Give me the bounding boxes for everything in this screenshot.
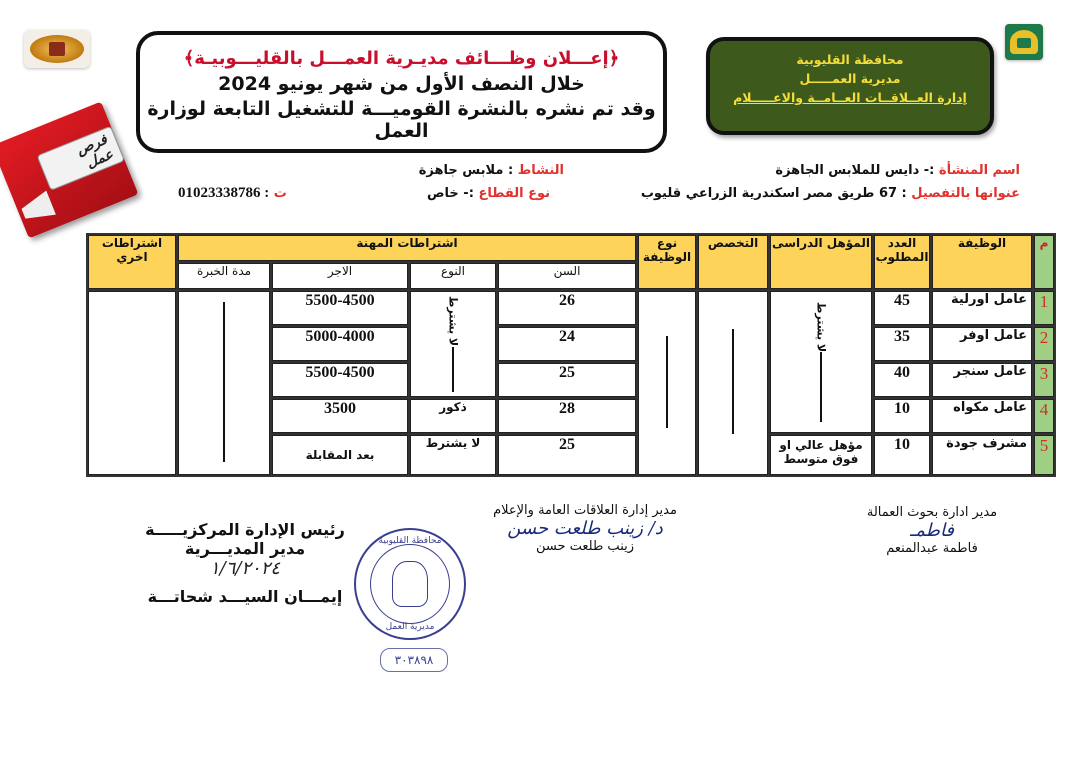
gender-not-required: لا يشترط xyxy=(446,296,460,347)
activity-label: النشاط xyxy=(517,163,564,178)
company-address xyxy=(641,186,1020,201)
ditto-line xyxy=(666,336,668,428)
header-qualification: المؤهل الدراسى xyxy=(770,235,872,289)
row-salary: بعد المقابلة xyxy=(272,435,408,475)
row-job: مشرف جودة xyxy=(932,435,1032,475)
signature-labor-research xyxy=(842,505,1022,556)
handwritten-date: ١/٦/٢٠٢٤ xyxy=(209,558,281,579)
signature-name: إيمـــان السيـــد شحاتـــة xyxy=(147,587,343,606)
qualification-not-required: لا يشترط xyxy=(814,301,828,353)
qalyubia-logo xyxy=(1005,24,1043,60)
egypt-emblem-logo xyxy=(24,30,90,68)
activity-value: : ملابس جاهزة xyxy=(418,163,514,178)
header-gender: النوع xyxy=(410,263,496,289)
row-gender: ذكور xyxy=(410,399,496,433)
row-gender: لا يشترط xyxy=(410,435,496,475)
official-stamp xyxy=(354,528,466,640)
company-name-value: :- دايس للملابس الجاهزة xyxy=(775,163,935,178)
ditto-line xyxy=(452,347,454,392)
signature-name: فاطمة عبدالمنعم xyxy=(886,541,978,556)
org-governorate: محافظة القليوبية xyxy=(796,52,904,67)
row-count: 10 xyxy=(874,435,930,475)
row-count: 40 xyxy=(874,363,930,397)
header-age: السن xyxy=(498,263,636,289)
stamp-top-text: محافظة القليوبية xyxy=(378,536,442,546)
table-row xyxy=(88,291,1054,325)
other-requirements-cell xyxy=(88,291,176,475)
company-phone xyxy=(178,185,287,202)
job-type-cell xyxy=(638,291,696,475)
merged-qualification-cell xyxy=(770,291,872,433)
handwritten-signature: د/ زينب طلعت حسن xyxy=(507,518,663,539)
company-activity xyxy=(419,163,564,178)
signature-subtitle: مدير المديـــرية xyxy=(184,539,306,558)
company-address-label: عنوانها بالتفصيل xyxy=(911,186,1020,201)
signature-name: زينب طلعت حسن xyxy=(535,539,635,554)
header-index: م xyxy=(1034,235,1054,289)
merged-gender-cell xyxy=(410,291,496,397)
handwritten-signature: فاطمـ xyxy=(909,520,955,541)
row-salary: 3500 xyxy=(272,399,408,433)
header-job-type: نوع الوظيفة xyxy=(638,235,696,289)
specialization-cell xyxy=(698,291,768,475)
row-job: عامل مكواه xyxy=(932,399,1032,433)
row-age: 26 xyxy=(498,291,636,325)
row-age: 28 xyxy=(498,399,636,433)
header-profession-requirements: اشتراطات المهنة xyxy=(178,235,636,261)
row-index: 3 xyxy=(1034,363,1054,397)
announcement-title-box xyxy=(136,31,667,153)
row-age: 25 xyxy=(498,363,636,397)
job-opportunities-banner xyxy=(0,102,138,239)
company-address-value: : 67 طريق مصر اسكندرية الزراعي قليوب xyxy=(640,186,907,201)
row-job: عامل سنجر xyxy=(932,363,1032,397)
row-count: 35 xyxy=(874,327,930,361)
org-directorate: مديرية العمـــــل xyxy=(799,71,901,86)
row-age: 24 xyxy=(498,327,636,361)
row-salary: 5500-4500 xyxy=(272,363,408,397)
phone-label: ت xyxy=(273,186,287,201)
signature-title: رئيس الإدارة المركزيـــــة xyxy=(145,520,345,539)
header-specialization: التخصص xyxy=(698,235,768,289)
organization-box xyxy=(706,37,994,135)
row-count: 10 xyxy=(874,399,930,433)
signature-central-administration xyxy=(140,520,350,606)
signature-title: مدير إدارة العلاقات العامة والإعلام xyxy=(493,503,677,518)
org-department: إدارة العــلاقــات العــامــة والاعـــــلام xyxy=(733,90,967,105)
sector-label: نوع القطاع xyxy=(478,186,550,201)
stamp-number: ٣٠٣٨٩٨ xyxy=(380,648,448,672)
company-sector xyxy=(427,186,550,201)
header-experience: مدة الخبرة xyxy=(178,263,270,289)
experience-cell xyxy=(178,291,270,475)
row-index: 1 xyxy=(1034,291,1054,325)
row-job: عامل اوفر xyxy=(932,327,1032,361)
row-qualification: مؤهل عالي او فوق متوسط xyxy=(770,435,872,475)
megaphone-icon xyxy=(19,190,57,225)
announcement-period: خلال النصف الأول من شهر يونيو 2024 xyxy=(218,73,585,95)
company-name-label: اسم المنشأة xyxy=(938,163,1020,178)
row-job: عامل اورلية xyxy=(932,291,1032,325)
row-count: 45 xyxy=(874,291,930,325)
header-count: العدد المطلوب xyxy=(874,235,930,289)
header-other-requirements: اشتراطات اخري xyxy=(88,235,176,289)
eagle-emblem-icon xyxy=(392,561,428,607)
signature-public-relations xyxy=(470,503,700,554)
company-name xyxy=(775,163,1020,178)
sector-value: :- خاص xyxy=(427,186,474,201)
banner-label: فرص عمل xyxy=(37,126,125,191)
announcement-publication: وقد تم نشره بالنشرة القوميـــة للتشغيل التابعة لوزارة العمل xyxy=(147,98,656,142)
announcement-title: ﴿إعـــلان وظـــائف مديـرية العمـــل بالقليـــوبيـة﴾ xyxy=(183,48,620,69)
row-index: 4 xyxy=(1034,399,1054,433)
ditto-line xyxy=(820,352,822,422)
row-salary: 5000-4000 xyxy=(272,327,408,361)
header-job: الوظيفة xyxy=(932,235,1032,289)
ditto-line xyxy=(223,302,225,462)
phone-value: : 01023338786 xyxy=(178,185,270,201)
signature-title: مدير ادارة بحوث العمالة xyxy=(866,505,998,520)
header-salary: الاجر xyxy=(272,263,408,289)
row-salary: 5500-4500 xyxy=(272,291,408,325)
jobs-table xyxy=(86,233,1056,477)
row-index: 5 xyxy=(1034,435,1054,475)
row-age: 25 xyxy=(498,435,636,475)
row-index: 2 xyxy=(1034,327,1054,361)
stamp-bottom-text: مديرية العمل xyxy=(385,622,435,632)
ditto-line xyxy=(732,329,734,434)
